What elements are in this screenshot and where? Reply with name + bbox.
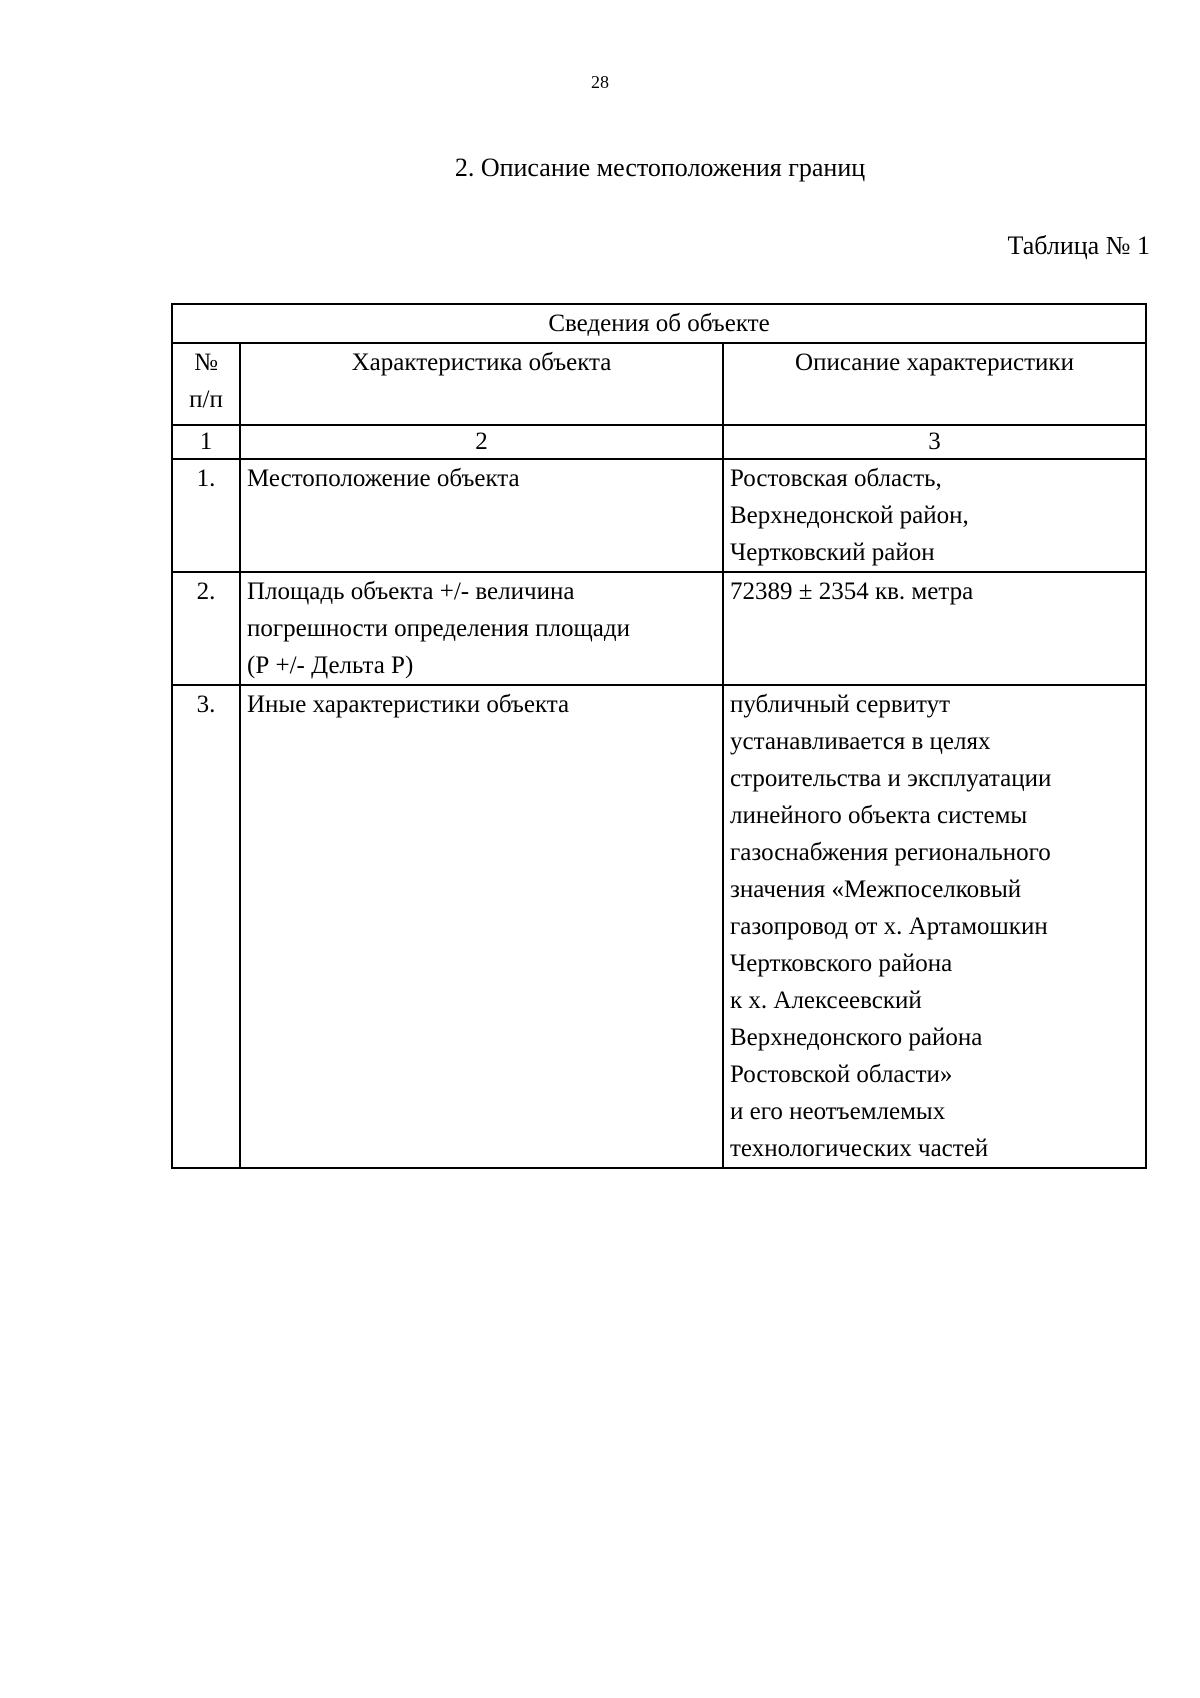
cell-line: Площадь объекта +/- величина	[247, 578, 575, 605]
column-number: 1	[172, 425, 240, 459]
cell-line: газопровод от х. Артамошкин	[730, 913, 1048, 940]
cell-line: Чертковского района	[730, 950, 953, 977]
cell-line: 72389 ± 2354 кв. метра	[730, 578, 974, 605]
table-row	[172, 459, 1146, 572]
column-header-characteristic: Характеристика объекта	[240, 343, 723, 425]
column-header-row	[172, 343, 1146, 425]
cell-line: к х. Алексеевский	[730, 987, 922, 1014]
column-header-num	[172, 343, 240, 425]
cell-line: Иные характеристики объекта	[247, 691, 570, 718]
row-description	[723, 459, 1146, 572]
column-header-num-line2: п/п	[189, 386, 223, 413]
cell-line: Ростовская область,	[730, 465, 942, 492]
cell-line: Ростовской области»	[730, 1061, 953, 1088]
table-row	[172, 572, 1146, 685]
cell-line: значения «Межпоселковый	[730, 876, 1022, 903]
cell-line: линейного объекта системы	[730, 802, 1028, 829]
cell-line: устанавливается в целях	[730, 728, 991, 755]
row-characteristic	[240, 685, 723, 1168]
section-title: 2. Описание местоположения границ	[454, 153, 866, 182]
table-row	[172, 685, 1146, 1168]
cell-line: строительства и эксплуатации	[730, 765, 1052, 792]
column-header-num-line1: №	[194, 349, 218, 376]
page-number: 28	[591, 72, 609, 92]
table-header: Сведения об объекте	[172, 304, 1146, 343]
cell-line: технологических частей	[730, 1135, 989, 1162]
cell-line: Верхнедонского района	[730, 1024, 983, 1051]
object-info-table	[171, 303, 1147, 1169]
row-characteristic	[240, 572, 723, 685]
cell-line: публичный сервитут	[730, 691, 951, 718]
cell-line: Верхнедонской район,	[730, 502, 969, 529]
column-number: 3	[723, 425, 1146, 459]
row-characteristic	[240, 459, 723, 572]
row-index: 1.	[172, 459, 240, 572]
table-caption: Таблица № 1	[1007, 231, 1150, 260]
row-index: 2.	[172, 572, 240, 685]
cell-line: (Р +/- Дельта Р)	[247, 652, 414, 679]
cell-line: и его неотъемлемых	[730, 1098, 946, 1125]
row-index: 3.	[172, 685, 240, 1168]
cell-line: газоснабжения регионального	[730, 839, 1051, 866]
column-number: 2	[240, 425, 723, 459]
row-description	[723, 572, 1146, 685]
cell-line: Чертковский район	[730, 539, 935, 566]
table-header-row	[172, 304, 1146, 343]
column-numbers-row	[172, 425, 1146, 459]
row-description	[723, 685, 1146, 1168]
column-header-description: Описание характеристики	[723, 343, 1146, 425]
cell-line: погрешности определения площади	[247, 615, 630, 642]
cell-line: Местоположение объекта	[247, 465, 520, 492]
